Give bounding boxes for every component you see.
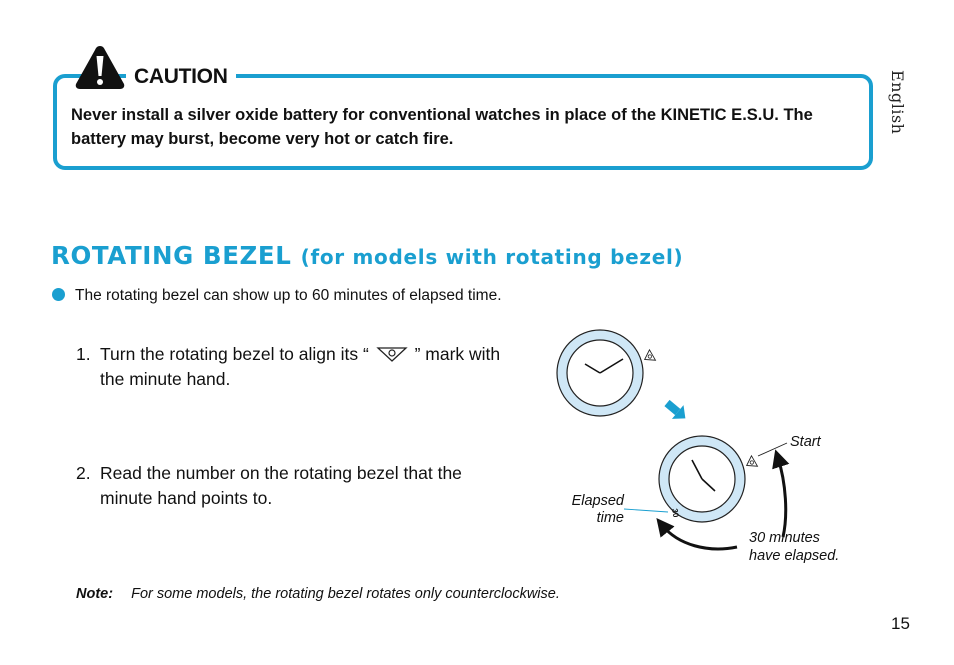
bezel-marker-icon — [374, 345, 410, 363]
caution-text: Never install a silver oxide battery for conventional watches in place of the KINETIC E.S.U. The battery may burst, become very hot or catch fire. — [71, 106, 813, 148]
step-text: Read the number on the rotating bezel that the minute hand points to. — [100, 463, 462, 508]
step-text — [76, 342, 516, 392]
elapsed-label: Elapsed — [571, 493, 624, 509]
elapsed-label-2: time — [596, 510, 624, 526]
minutes-label-2: have elapsed. — [749, 548, 840, 564]
warning-icon — [74, 44, 126, 90]
step-2 — [76, 461, 516, 511]
bezel-diagram — [540, 325, 870, 575]
minutes-label: 30 minutes — [749, 530, 820, 546]
bullet-icon — [52, 288, 65, 301]
watch-after — [659, 436, 757, 522]
bezel-marker-icon — [642, 350, 656, 365]
start-label: Start — [790, 434, 821, 450]
note — [76, 586, 560, 602]
rotation-arrow-right — [778, 458, 786, 537]
section-title — [51, 241, 683, 270]
language-tab: English — [888, 70, 907, 135]
rotation-arrow-bottom — [662, 525, 737, 549]
page-number: 15 — [891, 614, 910, 633]
section-title-sub: (for models with rotating bezel) — [300, 245, 684, 269]
step-number: 2. — [76, 463, 91, 483]
note-label: Note: — [76, 586, 114, 602]
step-1 — [76, 342, 516, 392]
step-number: 1. — [76, 344, 91, 364]
arrow-down-right-icon — [661, 396, 691, 425]
intro-text: The rotating bezel can show up to 60 minutes of elapsed time. — [75, 287, 502, 304]
step-text-before: Turn the rotating bezel to align its “ — [100, 344, 369, 364]
step-text-after: ” mark with the minute hand. — [100, 344, 501, 389]
bezel-marker-icon — [744, 456, 758, 471]
watch-before — [557, 330, 655, 416]
note-text: For some models, the rotating bezel rotates only counterclockwise. — [131, 586, 560, 602]
bezel-number: 30 — [670, 507, 681, 519]
caution-title: CAUTION — [126, 62, 236, 92]
start-pointer — [758, 443, 787, 456]
section-title-main: ROTATING BEZEL — [51, 241, 292, 270]
elapsed-pointer — [624, 509, 668, 512]
